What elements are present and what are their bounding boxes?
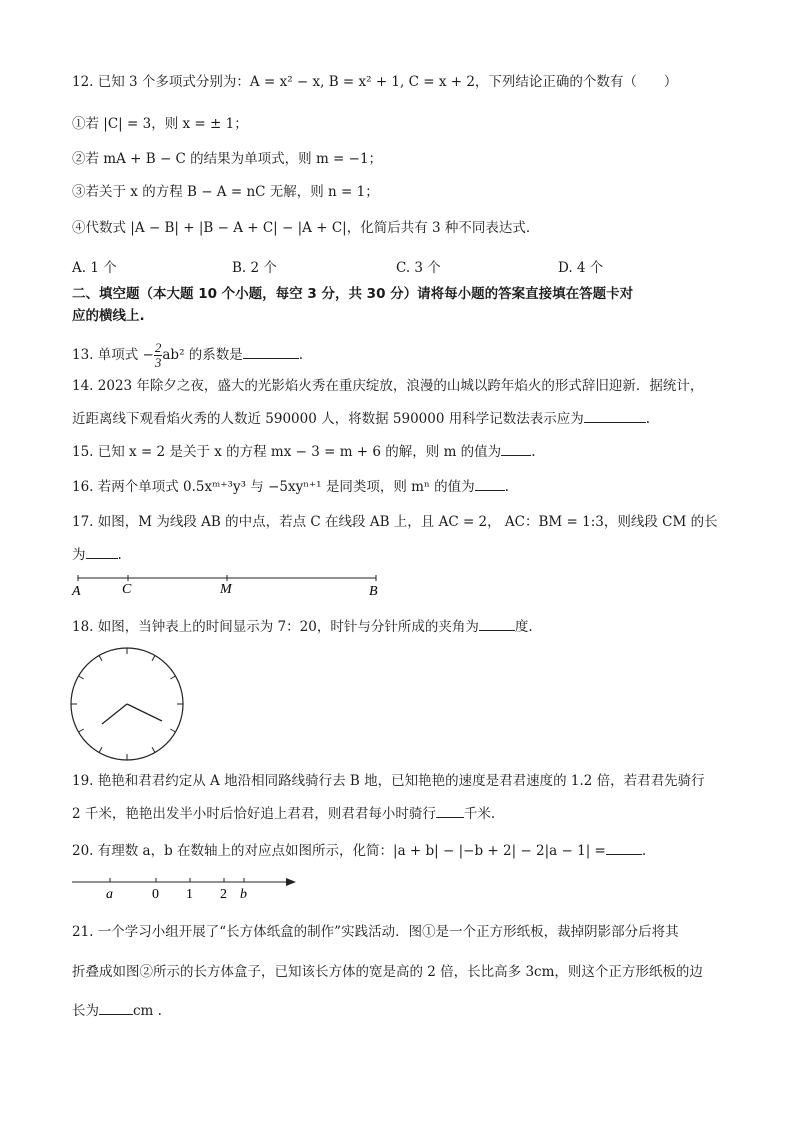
q18 xyxy=(72,616,533,637)
section-heading-line2: 应的横线上. xyxy=(72,308,145,324)
clock-tick xyxy=(152,656,155,661)
q17-line2: 为 xyxy=(72,547,86,563)
q13 xyxy=(72,340,303,370)
q20-number-line xyxy=(66,870,306,902)
q14-line2-wrap xyxy=(72,408,650,429)
q13-end: . xyxy=(298,347,304,363)
q21-line3: 长为 xyxy=(72,1003,99,1019)
q13-suffix: ab² 的系数是 xyxy=(162,347,243,363)
q15-end: . xyxy=(531,444,536,460)
q21-answer-blank[interactable] xyxy=(99,1000,133,1015)
q16-answer-blank[interactable] xyxy=(475,476,505,491)
clock-tick xyxy=(79,729,84,732)
q12-statement-3: ③若关于 x 的方程 B − A = nC 无解，则 n = 1； xyxy=(72,184,379,200)
label-b: b xyxy=(240,887,247,902)
q19-line2: 2 千米，艳艳出发半小时后恰好追上君君，则君君每小时骑行 xyxy=(72,806,436,822)
q15-answer-blank[interactable] xyxy=(501,441,531,456)
q20-answer-blank[interactable] xyxy=(606,840,642,855)
q17-line1: 17. 如图，M 为线段 AB 的中点，若点 C 在线段 AB 上，且 AC = 2， AC：BM = 1:3，则线段 CM 的长 xyxy=(72,514,718,530)
q18-text: 18. 如图，当钟表上的时间显示为 7：20，时针与分针所成的夹角为 xyxy=(72,619,479,635)
clock-tick xyxy=(99,747,102,752)
q12-statement-2: ②若 mA + B − C 的结果为单项式，则 m = −1； xyxy=(72,151,383,167)
q14-line1: 14. 2023 年除夕之夜，盛大的光影焰火秀在重庆绽放，浪漫的山城以跨年焰火的形式辞旧迎新．据统计， xyxy=(72,378,704,394)
q14-answer-blank[interactable] xyxy=(584,408,646,423)
q20-text: 20. 有理数 a，b 在数轴上的对应点如图所示，化简：|a + b| − |−b + 2| − 2|a − 1| = xyxy=(72,843,606,859)
q12-statement-1: ①若 |C| = 3，则 x = ± 1； xyxy=(72,116,248,132)
q21-line1: 21. 一个学习小组开展了“长方体纸盒的制作”实践活动．图①是一个正方形纸板，裁掉阴影部分后将其 xyxy=(72,924,679,940)
section-heading-line1: 二、填空题（本大题 10 个小题，每空 3 分，共 30 分）请将每小题的答案直接填在答题卡对 xyxy=(72,286,634,302)
label-2: 2 xyxy=(220,887,227,902)
q17-line2-wrap xyxy=(72,544,122,565)
clock-tick xyxy=(99,656,102,661)
label-1: 1 xyxy=(186,887,193,902)
q12-option-b: B. 2 个 xyxy=(232,260,277,276)
axis-arrow xyxy=(286,878,296,886)
q12-option-c: C. 3 个 xyxy=(396,260,441,276)
q21-line2: 折叠成如图②所示的长方体盒子，已知该长方体的宽是高的 2 倍，长比高多 3cm，则这个正方形纸板的边 xyxy=(72,964,703,980)
q21-end: cm . xyxy=(133,1003,162,1019)
clock-figure xyxy=(68,646,190,768)
q19-line2-wrap xyxy=(72,803,495,824)
q18-end: 度. xyxy=(514,619,533,635)
q13-answer-blank[interactable] xyxy=(243,344,299,359)
q15 xyxy=(72,441,535,462)
q19-end: 千米. xyxy=(463,806,496,822)
q17-end: . xyxy=(117,547,122,563)
q17-answer-blank[interactable] xyxy=(86,544,118,559)
q20 xyxy=(72,840,646,861)
q20-end: . xyxy=(641,843,647,859)
label-0: 0 xyxy=(152,887,159,902)
label-point-m: M xyxy=(220,582,232,597)
label-a: a xyxy=(106,887,113,902)
q13-denominator: 3 xyxy=(154,355,162,370)
q12-stem: 12. 已知 3 个多项式分别为：A = x² − x, B = x² + 1, C = x + 2，下列结论正确的个数有（ ） xyxy=(72,74,678,90)
q18-answer-blank[interactable] xyxy=(479,616,515,631)
minute-hand xyxy=(127,704,162,721)
q12-option-a: A. 1 个 xyxy=(72,260,117,276)
q12-option-d: D. 4 个 xyxy=(558,260,604,276)
q17-segment-figure xyxy=(66,570,386,600)
q16-end: . xyxy=(504,479,509,495)
label-point-b: B xyxy=(369,584,378,599)
q21-line3-wrap xyxy=(72,1000,162,1021)
q19-line1: 19. 艳艳和君君约定从 A 地沿相同路线骑行去 B 地，已知艳艳的速度是君君速度的 1.2 倍，若君君先骑行 xyxy=(72,773,705,789)
q16 xyxy=(72,476,509,497)
q15-text: 15. 已知 x = 2 是关于 x 的方程 mx − 3 = m + 6 的解，则 m 的值为 xyxy=(72,444,502,460)
q12-statement-4: ④代数式 |A − B| + |B − A + C| − |A + C|，化简后共有 3 种不同表达式． xyxy=(72,220,540,236)
q13-numerator: 2 xyxy=(154,340,162,355)
hour-hand xyxy=(102,704,127,724)
clock-tick xyxy=(170,676,175,679)
clock-tick xyxy=(79,676,84,679)
clock-tick xyxy=(170,729,175,732)
label-point-c: C xyxy=(122,582,132,597)
q14-line2: 近距离线下观看焰火秀的人数近 590000 人，将数据 590000 用科学记数法表示应为 xyxy=(72,411,584,427)
q19-answer-blank[interactable] xyxy=(436,803,464,818)
clock-tick xyxy=(152,747,155,752)
q14-end: . xyxy=(645,411,651,427)
label-point-a: A xyxy=(72,584,81,599)
q13-prefix: 13. 单项式 − xyxy=(72,347,154,363)
q16-text: 16. 若两个单项式 0.5xᵐ⁺³y³ 与 −5xyⁿ⁺¹ 是同类项，则 mⁿ 的值为 xyxy=(72,479,475,495)
